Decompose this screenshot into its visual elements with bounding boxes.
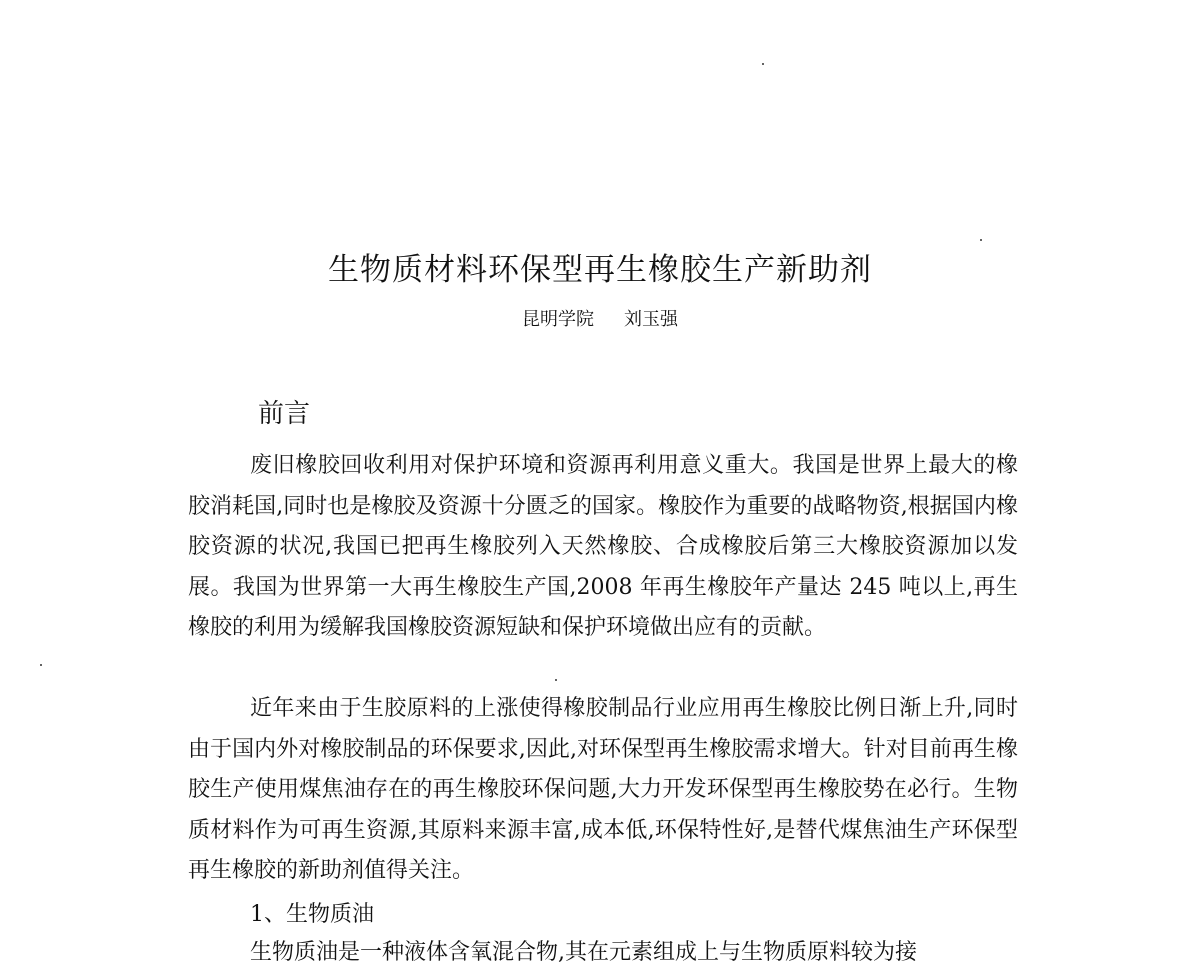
byline: [0, 305, 1200, 331]
paragraph: 废旧橡胶回收利用对保护环境和资源再利用意义重大。我国是世界上最大的橡胶消耗国,同时也是橡胶及资源十分匮乏的国家。橡胶作为重要的战略物资,根据国内橡胶资源的状况,我国已把再生橡胶列入天然橡胶、合成橡胶后第三大橡胶资源加以发展。我国为世界第一大再生橡胶生产国,2008 年再生橡胶年产量达 245 吨以上,再生橡胶的利用为缓解我国橡胶资源短缺和保护环境做出应有的贡献。: [188, 453, 1018, 640]
paragraph-partial: 生物质油是一种液体含氧混合物,其在元素组成上与生物质原料较为接: [250, 940, 917, 965]
affiliation: 昆明学院: [522, 309, 594, 330]
paragraph: 近年来由于生胶原料的上涨使得橡胶制品行业应用再生橡胶比例日渐上升,同时由于国内外对橡胶制品的环保要求,因此,对环保型再生橡胶需求增大。针对目前再生橡胶生产使用煤焦油存在的再生橡胶环保问题,大力开发环保型再生橡胶势在必行。生物质材料作为可再生资源,其原料来源丰富,成本低,环保特性好,是替代煤焦油生产环保型再生橡胶的新助剂值得关注。: [188, 696, 1018, 883]
scan-speck: [980, 239, 982, 241]
scan-speck: [555, 679, 557, 681]
scan-speck: [40, 664, 42, 666]
author-name: 刘玉强: [624, 309, 678, 330]
scan-speck: [762, 63, 764, 65]
section-heading: 前言: [258, 399, 311, 429]
subsection-heading: 1、生物质油: [250, 902, 374, 927]
paper-title: 生物质材料环保型再生橡胶生产新助剂: [328, 252, 872, 288]
